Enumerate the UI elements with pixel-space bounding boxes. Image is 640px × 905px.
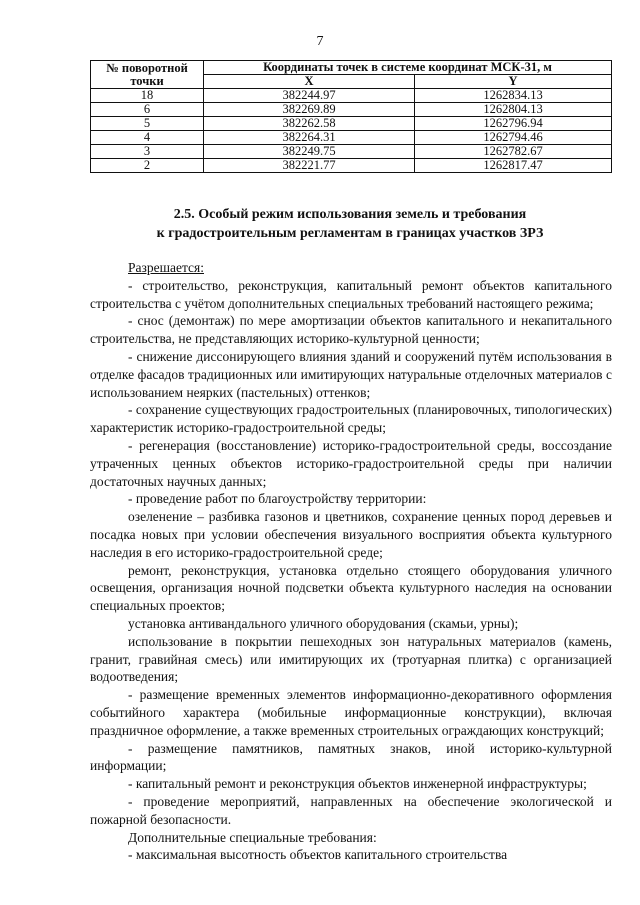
cell-point: 5 xyxy=(91,117,204,131)
header-coordinates: Координаты точек в системе координат МСК-31, м xyxy=(204,61,612,75)
table-row xyxy=(91,145,612,159)
paragraph: ремонт, реконструкция, установка отдельно стоящего оборудования уличного освещения, организация ночной подсветки объекта культурного наследия на основании специальных проектов; xyxy=(90,562,612,614)
allowed-heading xyxy=(90,259,612,277)
paragraph: Дополнительные специальные требования: xyxy=(128,829,377,845)
cell-point: 3 xyxy=(91,145,204,159)
header-point-number: № поворотной точки xyxy=(91,61,204,89)
paragraph: - проведение мероприятий, направленных на обеспечение экологической и пожарной безопасности. xyxy=(90,793,612,827)
paragraph: установка антивандального уличного оборудования (скамьи, урны); xyxy=(128,615,519,631)
cell-x: 382269.89 xyxy=(204,103,415,117)
table-row xyxy=(91,117,612,131)
paragraph: - снос (демонтаж) по мере амортизации объектов капитального и некапитального строительства, не представляющих историко-культурной ценности; xyxy=(90,313,612,347)
cell-x: 382264.31 xyxy=(204,131,415,145)
paragraph: - проведение работ по благоустройству территории: xyxy=(128,491,427,507)
cell-point: 2 xyxy=(91,159,204,173)
cell-y: 1262817.47 xyxy=(415,159,612,173)
paragraph: - сохранение существующих градостроительных (планировочных, типологических) характеристик историко-градостроительной среды; xyxy=(90,402,612,436)
paragraph: - строительство, реконструкция, капитальный ремонт объектов капитального строительства с учётом дополнительных специальных требований настоящего режима; xyxy=(90,277,612,311)
paragraph: - размещение памятников, памятных знаков, иной историко-культурной информации; xyxy=(90,740,612,774)
paragraph: - регенерация (восстановление) историко-градостроительной среды, воссоздание утраченных ценных объектов историко-градостроительной среды при наличии достаточных научных данных; xyxy=(90,437,612,489)
cell-y: 1262794.46 xyxy=(415,131,612,145)
table-row xyxy=(91,131,612,145)
cell-x: 382244.97 xyxy=(204,89,415,103)
cell-x: 382262.58 xyxy=(204,117,415,131)
cell-point: 18 xyxy=(91,89,204,103)
cell-x: 382249.75 xyxy=(204,145,415,159)
cell-x: 382221.77 xyxy=(204,159,415,173)
cell-point: 6 xyxy=(91,103,204,117)
paragraph: использование в покрытии пешеходных зон натуральных материалов (камень, гранит, гравийная смесь) или имитирующих их (тротуарная плитка) с организацией водоотведения; xyxy=(90,633,612,685)
cell-y: 1262782.67 xyxy=(415,145,612,159)
coordinates-table xyxy=(90,60,612,173)
header-x: X xyxy=(204,75,415,89)
cell-y: 1262796.94 xyxy=(415,117,612,131)
cell-y: 1262804.13 xyxy=(415,103,612,117)
cell-point: 4 xyxy=(91,131,204,145)
section-title-line: к градостроительным регламентам в границах участков ЗРЗ xyxy=(156,226,544,241)
table-row xyxy=(91,89,612,103)
table-row xyxy=(91,159,612,173)
section-title xyxy=(60,205,640,243)
page-number: 7 xyxy=(316,34,324,49)
header-y: Y xyxy=(415,75,612,89)
paragraph: - максимальная высотность объектов капитального строительства xyxy=(128,847,508,863)
table-header-row xyxy=(91,61,612,75)
document-body xyxy=(90,259,612,864)
allowed-heading-text: Разрешается: xyxy=(128,260,204,275)
paragraph: озеленение – разбивка газонов и цветников, сохранение ценных пород деревьев и посадка новых при условии обеспечения визуального восприятия объекта культурного наследия в его историко-градостроительной среде; xyxy=(90,509,612,560)
paragraph: - размещение временных элементов информационно-декоративного оформления событийного характера (мобильные информационные конструкции), включая праздничное оформление, а также временных строительных ограждающих конструкций; xyxy=(90,687,612,738)
cell-y: 1262834.13 xyxy=(415,89,612,103)
paragraph: - снижение диссонирующего влияния зданий и сооружений путём использования в отделке фасадов традиционных или имитирующих натуральные отделочных материалов с использованием неярких (пастельных) оттенков; xyxy=(90,348,612,400)
table-row xyxy=(91,103,612,117)
paragraph: - капитальный ремонт и реконструкция объектов инженерной инфраструктуры; xyxy=(128,776,587,792)
section-title-line: 2.5. Особый режим использования земель и требования xyxy=(173,207,527,222)
